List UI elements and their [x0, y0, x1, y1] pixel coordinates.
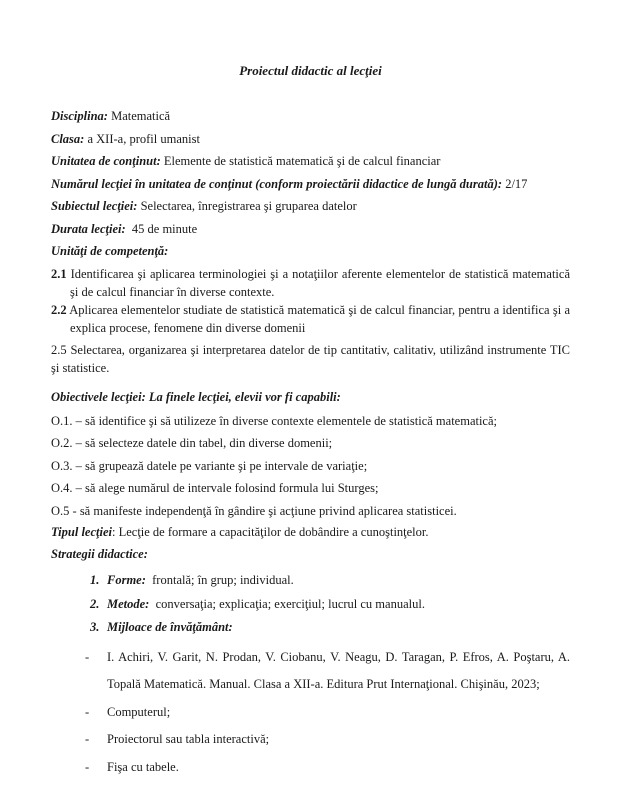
meta-line-clasa — [51, 128, 570, 151]
field-label: Unitatea de conţinut: — [51, 154, 161, 168]
field-label: Subiectul lecţiei: — [51, 199, 138, 213]
teaching-aid-item — [51, 699, 570, 727]
objective-item: O.5 - să manifeste independenţă în gândire şi acţiune privind aplicarea statisticei. — [51, 503, 457, 518]
competence-number: 2.1 — [51, 266, 67, 281]
field-value: : Lecţie de formare a capacităţilor de dobândire a cunoştinţelor. — [111, 525, 429, 539]
item-label: Forme: — [107, 573, 146, 587]
item-value: conversaţia; explicaţia; exerciţiul; lucrul cu manualul. — [155, 596, 425, 611]
field-value: a XII-a, profil umanist — [87, 131, 200, 146]
numbered-item-metode — [51, 593, 570, 617]
meta-line-subiectul — [51, 195, 570, 218]
objective-item: O.1. – să identifice şi să utilizeze în diverse contexte elementele de statistică matematică; — [51, 413, 498, 428]
field-label: Disciplina: — [51, 109, 108, 123]
strategies-numbered-list — [51, 569, 570, 640]
field-label: Tipul lecţiei — [51, 525, 112, 539]
dash-marker: - — [85, 649, 90, 664]
field-label: Numărul lecţiei în unitatea de conţinut (conform proiectării didactice de lungă durată): — [51, 176, 503, 191]
objective-item: O.3. – să grupează datele pe variante şi pe intervale de variaţie; — [51, 458, 368, 473]
teaching-aids-list — [51, 644, 570, 782]
field-value: Matematică — [111, 109, 171, 123]
dash-marker: - — [85, 704, 90, 719]
teaching-aid-text: Fişa cu tabele. — [107, 759, 179, 774]
field-label: Clasa: — [51, 131, 85, 146]
competence-text: Identificarea şi aplicarea terminologiei şi a notaţiilor aferente elementelor de statistică matematică şi de calcul financiar în diverse contexte. — [70, 266, 570, 299]
dash-marker: - — [85, 732, 90, 746]
field-label: Durata lecţiei: — [51, 221, 126, 236]
reference-text: I. Achiri, V. Garit, N. Prodan, V. Ciobanu, V. Neagu, D. Taragan, P. Efros, A. Poştaru, A. Topală Matematică. Manual. Clasa a XII-a. Editura Prut Internaţional. Chişinău, 2023; — [107, 649, 570, 691]
item-label: Metode: — [107, 596, 150, 611]
competence-item — [51, 301, 570, 337]
objective-item: O.4. – să alege numărul de intervale folosind formula lui Sturges; — [51, 481, 379, 495]
item-value: frontală; în grup; individual. — [152, 573, 294, 587]
objectives-list — [51, 410, 570, 523]
teaching-aid-item — [51, 644, 570, 699]
field-value: 45 de minute — [131, 221, 198, 236]
meta-line-numarul — [51, 173, 570, 196]
item-number: 1. — [90, 573, 100, 587]
item-label: Mijloace de învăţământ: — [107, 620, 233, 634]
objectives-heading: Obiectivele lecţiei: La finele lecţiei, elevii vor fi capabili: — [51, 389, 341, 404]
meta-line-disciplina — [51, 105, 570, 128]
field-value: Selectarea, înregistrarea şi gruparea datelor — [140, 199, 357, 213]
teaching-aid-item — [51, 754, 570, 782]
field-value: 2/17 — [505, 176, 528, 191]
dash-marker: - — [85, 759, 90, 774]
meta-line-unitatea — [51, 150, 570, 173]
competences-heading: Unităţi de competenţă: — [51, 244, 169, 258]
competence-item — [51, 265, 570, 301]
competences-list — [51, 265, 570, 377]
item-number: 2. — [90, 596, 100, 611]
teaching-aid-text: Proiectorul sau tabla interactivă; — [107, 732, 270, 746]
item-number: 3. — [90, 620, 100, 634]
numbered-item-mijloace — [51, 616, 570, 640]
lesson-type-line — [51, 522, 570, 542]
meta-block — [51, 105, 570, 263]
competence-text: Selectarea, organizarea şi interpretarea datelor de tip cantitativ, calitativ, utilizând instrumente TIC şi statistice. — [51, 342, 571, 375]
competence-number: 2.5 — [51, 342, 67, 357]
competence-item — [51, 341, 570, 377]
document-title: Proiectul didactic al lecţiei — [239, 63, 382, 78]
competence-text: Aplicarea elementelor studiate de statistică matematică şi de calcul financiar, pentru a identifica şi a explica procese, fenomene din diverse domenii — [69, 302, 570, 335]
meta-line-durata — [51, 218, 570, 241]
competence-number: 2.2 — [51, 302, 67, 317]
teaching-aid-text: Computerul; — [107, 704, 171, 719]
field-value: Elemente de statistică matematică şi de calcul financiar — [163, 154, 441, 168]
objective-item: O.2. – să selecteze datele din tabel, din diverse domenii; — [51, 436, 333, 450]
numbered-item-forme — [51, 569, 570, 593]
strategies-heading: Strategii didactice: — [51, 547, 148, 561]
teaching-aid-item — [51, 726, 570, 754]
